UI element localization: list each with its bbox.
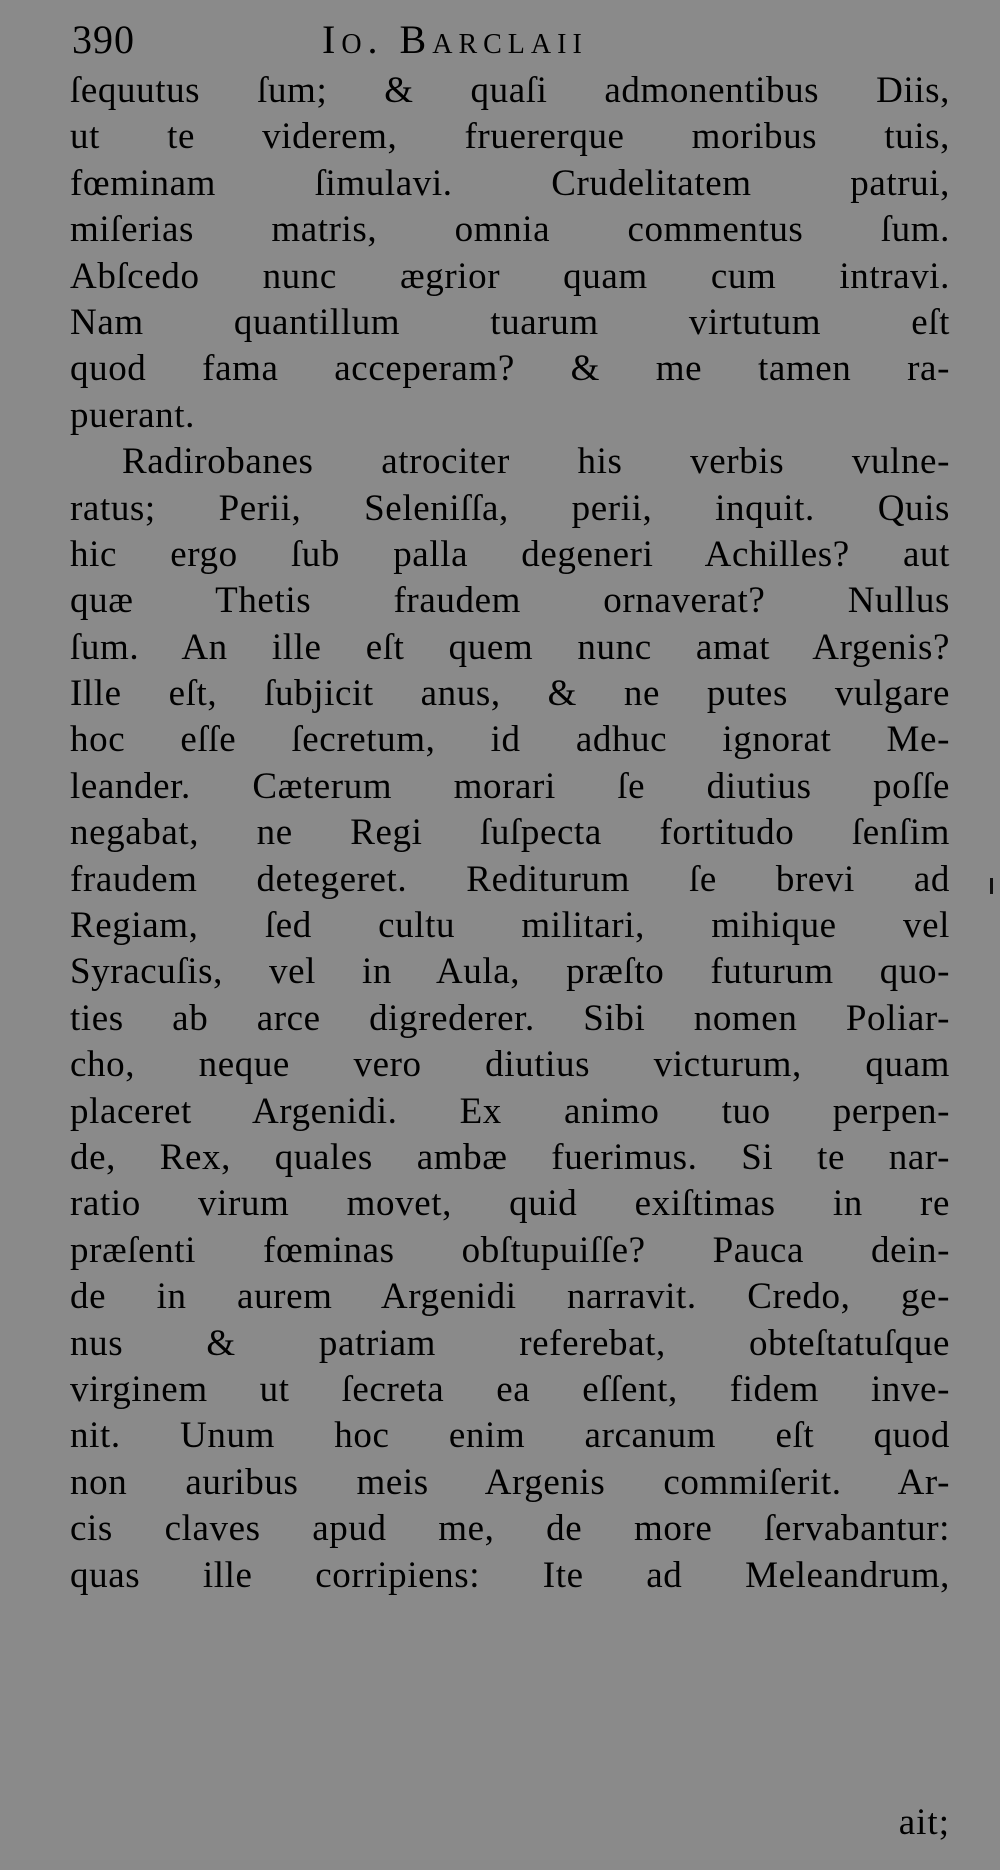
text-line: puerant.: [70, 394, 195, 436]
text-line: negabat, ne Regi ſuſpecta fortitudo ſenſim: [70, 812, 950, 854]
text-line: Ille eſt, ſubjicit anus, & ne putes vulgare: [70, 673, 950, 715]
paragraph-start-line: Radirobanes atrociter his verbis vulne-: [122, 441, 950, 483]
page-number: 390: [72, 17, 135, 62]
text-line: de, Rex, quales ambæ fuerimus. Si te nar-: [70, 1136, 950, 1178]
text-line: hic ergo ſub palla degeneri Achilles? aut: [70, 533, 950, 575]
text-line: Nam quantillum tuarum virtutum eſt: [70, 301, 950, 343]
text-line: ties ab arce digrederer. Sibi nomen Poliar-: [70, 997, 950, 1039]
text-line: quod fama acceperam? & me tamen ra-: [70, 348, 950, 390]
text-line: nus & patriam referebat, obteſtatuſque: [70, 1322, 950, 1364]
text-line: placeret Argenidi. Ex animo tuo perpen-: [70, 1090, 950, 1132]
text-line: de in aurem Argenidi narravit. Credo, ge-: [70, 1276, 950, 1318]
text-line: fœminam ſimulavi. Crudelitatem patrui,: [70, 162, 950, 204]
page-header: [72, 14, 952, 66]
text-line: cho, neque vero diutius victurum, quam: [70, 1044, 950, 1086]
text-line: virginem ut ſecreta ea eſſent, fidem inve-: [70, 1368, 950, 1410]
text-line: nit. Unum hoc enim arcanum eſt quod: [70, 1415, 950, 1457]
text-line: Regiam, ſed cultu militari, mihique vel: [70, 905, 950, 947]
text-line: præſenti fœminas obſtupuiſſe? Pauca dein-: [70, 1229, 950, 1271]
text-line: quas ille corripiens: Ite ad Meleandrum,: [70, 1554, 950, 1596]
text-line: ſequutus ſum; & quaſi admonentibus Diis,: [70, 70, 950, 111]
text-line: leander. Cæterum morari ſe diutius poſſe: [70, 765, 950, 807]
text-line: miſerias matris, omnia commentus ſum.: [70, 209, 950, 251]
text-line: ratus; Perii, Seleniſſa, perii, inquit. Quis: [70, 487, 950, 529]
text-line: non auribus meis Argenis commiſerit. Ar-: [70, 1461, 950, 1503]
text-line: Abſcedo nunc ægrior quam cum intravi.: [70, 255, 950, 297]
running-head: Io. Barclaii: [322, 17, 588, 62]
margin-mark: [990, 878, 993, 894]
text-line: ut te viderem, fruererque moribus tuis,: [70, 116, 950, 158]
body-text: [70, 68, 950, 1599]
catchword: ait;: [898, 1802, 950, 1843]
text-line: quæ Thetis fraudem ornaverat? Nullus: [70, 580, 950, 622]
text-line: hoc eſſe ſecretum, id adhuc ignorat Me-: [70, 719, 950, 761]
text-line: cis claves apud me, de more ſervabantur:: [70, 1508, 950, 1550]
text-line: ſum. An ille eſt quem nunc amat Argenis?: [70, 626, 950, 668]
text-line: Syracuſis, vel in Aula, præſto futurum quo-: [70, 951, 950, 993]
text-line: ratio virum movet, quid exiſtimas in re: [70, 1183, 950, 1225]
text-line: fraudem detegeret. Rediturum ſe brevi ad: [70, 858, 950, 900]
